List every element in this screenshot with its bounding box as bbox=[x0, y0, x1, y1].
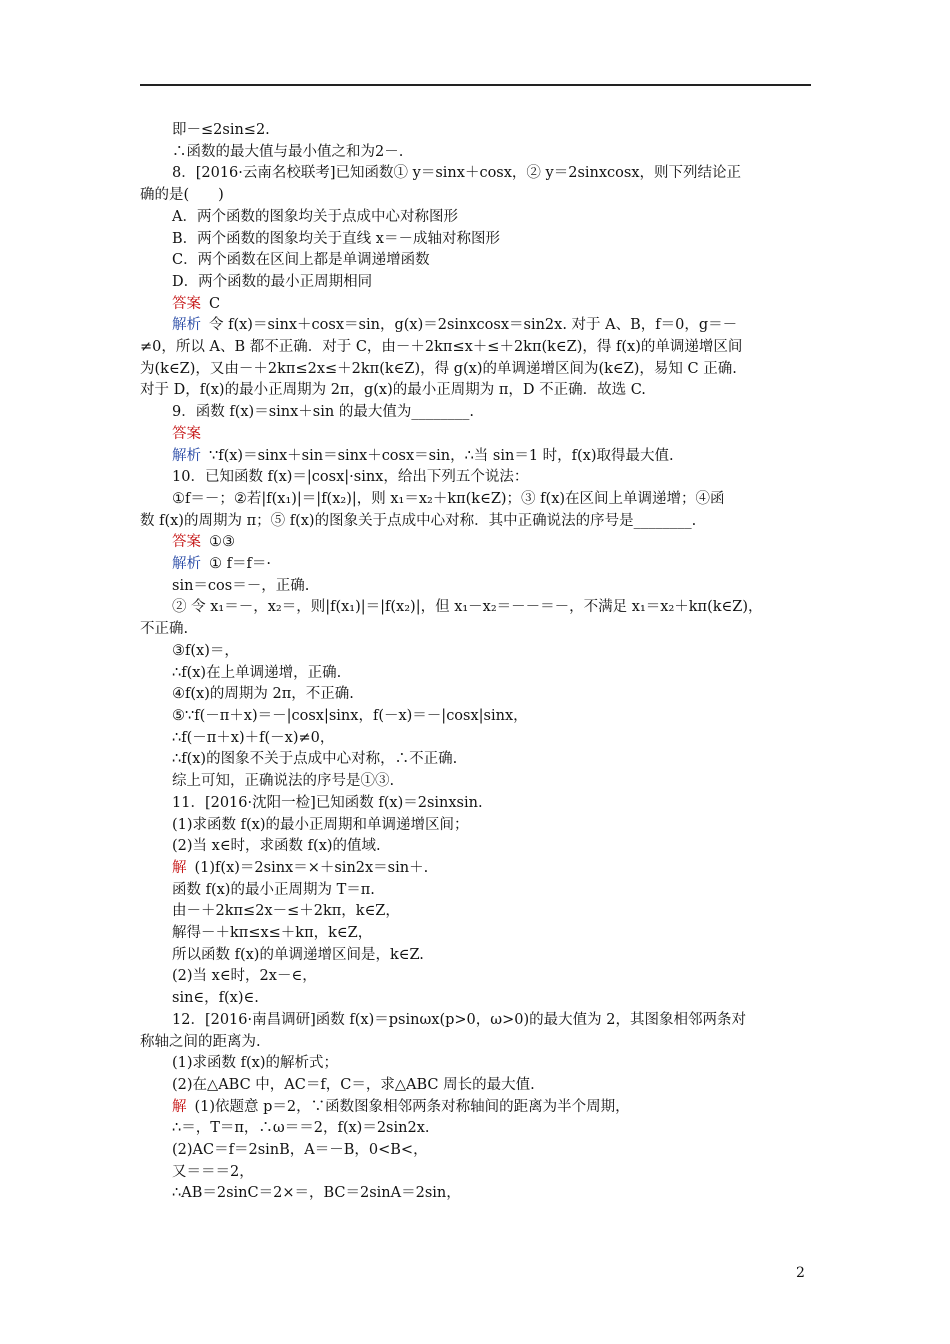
answer-label: 答案 bbox=[172, 534, 201, 551]
line-text: ≠0，所以 A、B 都不正确．对于 C，由－＋2kπ≤x＋≤＋2kπ(k∈Z)，得 f(x)的单调递增区间 bbox=[140, 339, 743, 356]
answer-label: 答案 bbox=[172, 425, 201, 442]
text-line bbox=[140, 250, 811, 272]
line-text: 所以函数 f(x)的单调递增区间是，k∈Z. bbox=[172, 946, 424, 963]
line-text: ∴＝，T＝π，∴ω＝＝2，f(x)＝2sin2x. bbox=[172, 1120, 430, 1137]
text-line bbox=[140, 793, 811, 815]
line-text: sin∈，f(x)∈. bbox=[172, 990, 259, 1007]
header-rule bbox=[140, 84, 811, 86]
line-text: (1)求函数 f(x)的解析式； bbox=[172, 1055, 339, 1072]
analysis-label: 解析 bbox=[172, 556, 201, 573]
line-text: 不正确. bbox=[140, 621, 189, 638]
answer-label: 答案 bbox=[172, 295, 201, 312]
line-text: (1)f(x)＝2sinx＝×＋sin2x＝sin＋. bbox=[194, 859, 429, 876]
answer-label: 解 bbox=[172, 859, 187, 876]
text-line bbox=[140, 1010, 811, 1032]
line-text: ⑤∵f(－π＋x)＝－|cosx|sinx，f(－x)＝－|cosx|sinx， bbox=[172, 707, 528, 724]
line-text: 由－＋2kπ≤2x－≤＋2kπ，k∈Z， bbox=[172, 903, 400, 920]
line-text: (2)在△ABC 中，AC＝f，C＝，求△ABC 周长的最大值. bbox=[172, 1076, 535, 1093]
text-line bbox=[140, 1032, 811, 1054]
text-line bbox=[140, 597, 811, 619]
text-line bbox=[140, 185, 811, 207]
document-body bbox=[140, 120, 811, 1205]
line-text: B．两个函数的图象均关于直线 x＝－成轴对称图形 bbox=[172, 230, 500, 247]
text-line bbox=[140, 901, 811, 923]
text-line bbox=[140, 945, 811, 967]
line-text: 即－≤2sin≤2. bbox=[172, 122, 270, 138]
line-text: ∵f(x)＝sinx＋sin＝sinx＋cosx＝sin，∴当 sin＝1 时，f(x)取得最大值. bbox=[209, 447, 674, 464]
text-line bbox=[140, 272, 811, 294]
answer-label: 解 bbox=[172, 1098, 187, 1115]
line-text: sin＝cos＝－，正确. bbox=[172, 577, 310, 594]
text-line bbox=[140, 619, 811, 641]
line-text: 函数 f(x)的最小正周期为 T＝π. bbox=[172, 881, 375, 898]
text-line bbox=[140, 120, 811, 142]
text-line bbox=[140, 380, 811, 402]
line-text: ∴f(x)在上单调递增，正确. bbox=[172, 664, 342, 681]
text-line bbox=[140, 402, 811, 424]
text-line bbox=[140, 1075, 811, 1097]
text-line bbox=[140, 1162, 811, 1184]
line-text: ④f(x)的周期为 2π，不正确. bbox=[172, 686, 354, 703]
line-text: ①f＝－；②若|f(x₁)|＝|f(x₂)|，则 x₁＝x₂＋kπ(k∈Z)；③ f(x)在区间上单调递增；④函 bbox=[172, 490, 725, 507]
text-line bbox=[140, 728, 811, 750]
line-text: 综上可知，正确说法的序号是①③. bbox=[172, 773, 395, 790]
text-line bbox=[140, 858, 811, 880]
text-line bbox=[140, 684, 811, 706]
text-line bbox=[140, 207, 811, 229]
text-line bbox=[140, 988, 811, 1010]
line-text: 称轴之间的距离为. bbox=[140, 1033, 261, 1050]
text-line bbox=[140, 1097, 811, 1119]
line-text: 8．[2016·云南名校联考]已知函数① y＝sinx＋cosx，② y＝2sinxcosx，则下列结论正 bbox=[172, 165, 742, 182]
line-text: ①③ bbox=[209, 534, 235, 551]
text-line bbox=[140, 142, 811, 164]
line-text: ① f＝f＝· bbox=[209, 556, 271, 573]
text-line bbox=[140, 880, 811, 902]
text-line bbox=[140, 489, 811, 511]
text-line bbox=[140, 576, 811, 598]
line-text: 令 f(x)＝sinx＋cosx＝sin，g(x)＝2sinxcosx＝sin2x. 对于 A、B，f＝0，g＝－ bbox=[209, 317, 738, 334]
line-text: ∴AB＝2sinC＝2×＝，BC＝2sinA＝2sin， bbox=[172, 1185, 461, 1202]
text-line bbox=[140, 1140, 811, 1162]
text-line bbox=[140, 554, 811, 576]
line-text: (1)依题意 p＝2，∵函数图象相邻两条对称轴间的距离为半个周期， bbox=[194, 1098, 630, 1115]
line-text: ③f(x)＝， bbox=[172, 642, 239, 659]
text-line bbox=[140, 706, 811, 728]
text-line bbox=[140, 511, 811, 533]
line-text: 对于 D，f(x)的最小正周期为 2π，g(x)的最小正周期为 π，D 不正确．故选 C. bbox=[140, 382, 646, 399]
line-text: 确的是( ) bbox=[140, 187, 224, 204]
text-line bbox=[140, 836, 811, 858]
line-text: ∴f(－π＋x)＋f(－x)≠0， bbox=[172, 729, 335, 746]
text-line bbox=[140, 337, 811, 359]
line-text: ∴函数的最大值与最小值之和为2－. bbox=[172, 143, 404, 160]
text-line bbox=[140, 923, 811, 945]
line-text: 解得－＋kπ≤x≤＋kπ，k∈Z， bbox=[172, 925, 373, 942]
text-line bbox=[140, 771, 811, 793]
line-text: (2)当 x∈时，2x－∈， bbox=[172, 968, 317, 985]
line-text: 11．[2016·沈阳一检]已知函数 f(x)＝2sinxsin. bbox=[172, 794, 483, 811]
line-text: C bbox=[209, 295, 221, 312]
text-line bbox=[140, 163, 811, 185]
line-text: 12．[2016·南昌调研]函数 f(x)＝psinωx(p>0，ω>0)的最大值为 2，其图象相邻两条对 bbox=[172, 1011, 746, 1028]
analysis-label: 解析 bbox=[172, 447, 201, 464]
line-text: (2)当 x∈时，求函数 f(x)的值域. bbox=[172, 838, 381, 855]
line-text: 9．函数 f(x)＝sinx＋sin 的最大值为________. bbox=[172, 404, 474, 421]
text-line bbox=[140, 315, 811, 337]
text-line bbox=[140, 229, 811, 251]
text-line bbox=[140, 815, 811, 837]
page-number: 2 bbox=[796, 1265, 805, 1281]
text-line bbox=[140, 1118, 811, 1140]
line-text: ② 令 x₁＝－，x₂＝，则|f(x₁)|＝|f(x₂)|，但 x₁－x₂＝－－＝－，不满足 x₁＝x₂＋kπ(k∈Z)， bbox=[172, 599, 763, 616]
line-text: 10．已知函数 f(x)＝|cosx|·sinx，给出下列五个说法： bbox=[172, 469, 529, 486]
text-line bbox=[140, 749, 811, 771]
text-line bbox=[140, 424, 811, 446]
text-line bbox=[140, 1183, 811, 1205]
text-line bbox=[140, 467, 811, 489]
text-line bbox=[140, 663, 811, 685]
line-text: 数 f(x)的周期为 π；⑤ f(x)的图象关于点成中心对称．其中正确说法的序号是________. bbox=[140, 512, 697, 529]
text-line bbox=[140, 446, 811, 468]
analysis-label: 解析 bbox=[172, 317, 201, 334]
text-line bbox=[140, 532, 811, 554]
line-text: (2)AC＝f＝2sinB，A＝－B，0<B<， bbox=[172, 1142, 428, 1159]
line-text: 又＝＝＝2， bbox=[172, 1163, 254, 1180]
line-text: ∴f(x)的图象不关于点成中心对称，∴不正确. bbox=[172, 751, 458, 768]
text-line bbox=[140, 966, 811, 988]
line-text: (1)求函数 f(x)的最小正周期和单调递增区间； bbox=[172, 816, 469, 833]
text-line bbox=[140, 641, 811, 663]
text-line bbox=[140, 294, 811, 316]
line-text: 为(k∈Z)，又由－＋2kπ≤2x≤＋2kπ(k∈Z)，得 g(x)的单调递增区间为(k∈Z)，易知 C 正确. bbox=[140, 360, 737, 377]
line-text: D．两个函数的最小正周期相同 bbox=[172, 273, 373, 290]
line-text: C．两个函数在区间上都是单调递增函数 bbox=[172, 252, 430, 269]
text-line bbox=[140, 359, 811, 381]
line-text: A．两个函数的图象均关于点成中心对称图形 bbox=[172, 208, 458, 225]
text-line bbox=[140, 1053, 811, 1075]
